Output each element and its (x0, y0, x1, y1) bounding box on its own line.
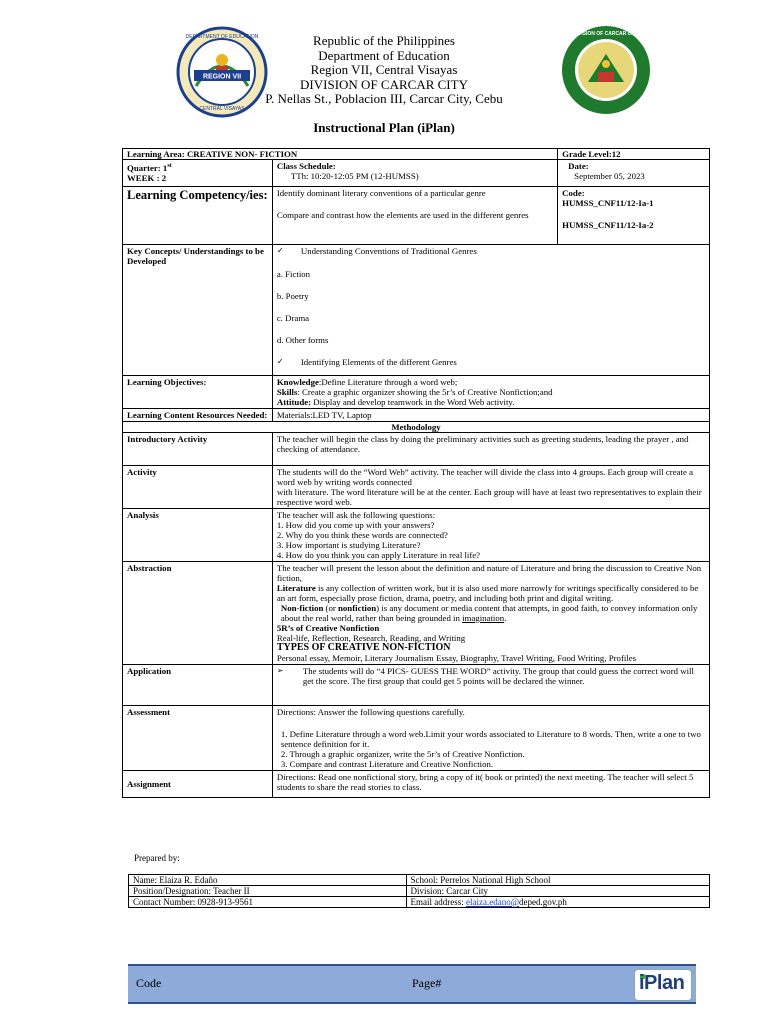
row-assessment (123, 706, 710, 771)
instructional-plan-table (122, 148, 710, 798)
header-region: Region VII, Central Visayas (310, 62, 458, 77)
iplan-logo (634, 969, 692, 1001)
knowledge-text: :Define Literature through a word web; (318, 377, 458, 387)
assessment-label: Assessment (123, 706, 273, 771)
row-introductory (123, 433, 710, 466)
analysis-q2: 2. Why do you think these words are connected? (276, 530, 448, 540)
row-abstraction (123, 562, 710, 665)
abstraction-label: Abstraction (123, 562, 273, 665)
row-activity (123, 466, 710, 509)
assessment-item-2: 2. Through a graphic organizer, write the 5r’s of Creative Nonfiction. (280, 749, 525, 759)
application-label: Application (123, 665, 273, 706)
activity-text-1: The students will do the “Word Web” activity. The teacher will divide the class into 4 groups. Each group will create a word web by writing words connected (276, 467, 693, 487)
literature-term: Literature (276, 583, 316, 593)
assignment-label: Assignment (123, 771, 273, 798)
iplan-logo-text: iPlan (639, 972, 685, 994)
activity-text-2: with literature. The word literature will be at the center. Each group will have at least two representatives to explain their respective word web. (276, 487, 702, 507)
resources-value: Materials:LED TV, Laptop (272, 409, 709, 422)
competency-label: Learning Competency/ies: (127, 188, 268, 202)
nonfiction-term: Non-fiction (280, 603, 324, 613)
kc-item-fiction: a. Fiction (276, 269, 311, 279)
week-label: WEEK : 2 (127, 172, 167, 183)
header-department: Department of Education (318, 47, 450, 63)
attitude-text: Display and develop teamwork in the Word Web activity. (311, 397, 515, 407)
division-name: Division: Carcar City (406, 886, 710, 897)
kc-item-drama: c. Drama (276, 313, 310, 323)
skills-text: : Create a graphic organizer showing the 5r’s of Creative Nonfiction;and (297, 387, 553, 397)
kc-check-item-1: ✓ Understanding Conventions of Traditional Genres (277, 246, 705, 256)
footer-page-label: Page# (412, 976, 442, 990)
row-objectives (123, 376, 710, 409)
quarter-suffix: st (167, 163, 172, 169)
analysis-q1: 1. How did you come up with your answers? (276, 520, 435, 530)
five-rs-heading: 5R’s of Creative Nonfiction (276, 623, 380, 633)
assessment-item-3: 3. Compare and contrast Literature and Creative Nonfiction. (280, 759, 494, 769)
header-republic: Republic of the Philippines (313, 33, 455, 48)
nonfiction-or: (or (323, 603, 339, 613)
assessment-item-1: 1. Define Literature through a word web.Limit your words associated to Literature to 8 words. Then, write a one to two sentence definition for it. (280, 729, 701, 749)
date-label: Date: (568, 161, 589, 171)
analysis-q4: 4. How do you think you can apply Literature in real life? (276, 550, 481, 560)
signatory-table (128, 874, 710, 908)
application-text: The students will do “4 PICS- GUESS THE WORD” activity. The group that could guess the correct word will get the score. The first group that could get 5 points will be declared the winner. (302, 666, 694, 686)
svg-text:DEPARTMENT OF EDUCATION: DEPARTMENT OF EDUCATION (185, 34, 259, 40)
kc-item-other: d. Other forms (276, 335, 329, 345)
arrow-bullet-icon: ➢ (276, 666, 284, 675)
document-header (0, 34, 768, 107)
learning-area-value: CREATIVE NON- FICTION (186, 149, 298, 159)
svg-text:REGION VII: REGION VII (202, 73, 242, 81)
analysis-q3: 3. How important is studying Literature? (276, 540, 421, 550)
row-assignment (123, 771, 710, 798)
attitude-label: Attitude: (276, 397, 312, 407)
prepared-by-label: Prepared by: (134, 853, 180, 863)
literature-definition: is any collection of written work, but it is also used more narrowly for writings specifically considered to be an art form, especially prose fiction, drama, poetry, and including both print and digital writing. (276, 583, 699, 603)
objectives-label: Learning Objectives: (123, 376, 273, 409)
quarter-label: Quarter: 1 (127, 162, 168, 173)
resources-label: Learning Content Resources Needed: (123, 409, 273, 422)
class-schedule-label: Class Schedule: (276, 161, 336, 171)
abstraction-intro: The teacher will present the lesson about the definition and nature of Literature and bring the discussion to Creative Non fiction, (276, 563, 702, 583)
key-concepts-label: Key Concepts/ Understandings to be Developed (123, 245, 273, 376)
introductory-text: The teacher will begin the class by doing the preliminary activities such as greeting students, leading the prayer , and checking of attendance. (272, 433, 709, 466)
grade-level-label: Grade Level: (562, 149, 612, 159)
analysis-intro: The teacher will ask the following questions: (276, 510, 436, 520)
date-value: September 05, 2023 (574, 171, 645, 181)
header-division: DIVISION OF CARCAR CITY (300, 76, 468, 92)
row-resources (123, 409, 710, 422)
svg-text:DIVISION OF CARCAR CITY: DIVISION OF CARCAR CITY (572, 31, 640, 37)
types-list: Personal essay, Memoir, Literary Journalism Essay, Biography, Travel Writing, Food Writing, Profiles (276, 653, 637, 663)
methodology-heading: Methodology (123, 422, 710, 433)
types-heading: TYPES OF CREATIVE NON-FICTION (276, 642, 451, 653)
knowledge-label: Knowledge (276, 377, 319, 387)
code-1: HUMSS_CNF11/12-Ia-1 (562, 198, 654, 208)
assignment-text: Directions: Read one nonfictional story, bring a copy of it( book or printed) the next meeting. The teacher will select 5 students to share the read stories to class. (272, 771, 709, 798)
row-analysis (123, 509, 710, 562)
row-key-concepts (123, 245, 710, 376)
row-quarter (123, 160, 710, 187)
position-designation: Position/Designation: Teacher II (129, 886, 407, 897)
nonfiction-end: . (504, 613, 507, 623)
school-name: School: Perrelos National High School (406, 875, 710, 886)
class-schedule-value: TTh: 10:20-12:05 PM (12-HUMSS) (290, 171, 419, 181)
introductory-label: Introductory Activity (123, 433, 273, 466)
code-label: Code: (562, 188, 585, 198)
activity-label: Activity (123, 466, 273, 509)
teacher-name: Name: Elaiza R. Edaño (129, 875, 407, 886)
learning-area-label: Learning Area: (127, 149, 185, 159)
row-learning-area (123, 149, 710, 160)
skills-label: Skills (276, 387, 298, 397)
email-link[interactable]: elaiza.edano@ (466, 897, 520, 907)
document-title: Instructional Plan (iPlan) (313, 120, 455, 135)
header-address: P. Nellas St., Poblacion III, Carcar City, Cebu (265, 91, 503, 106)
competency-1: Identify dominant literary conventions of a particular genre (276, 188, 486, 198)
analysis-label: Analysis (123, 509, 273, 562)
five-rs-list: Real-life, Reflection, Research, Reading, and Writing (276, 633, 466, 643)
row-competency (123, 187, 710, 245)
nonfiction-definition: ) is any document or media content that attempts, in good faith, to convey information only about the real world, rather than being grounded in (280, 603, 698, 623)
email-label: Email address: (410, 897, 466, 907)
row-methodology (123, 422, 710, 433)
svg-text:CENTRAL VISAYAS: CENTRAL VISAYAS (199, 106, 245, 112)
grade-level-value: 12 (611, 149, 621, 159)
contact-number: Contact Number: 0928-913-9561 (129, 897, 407, 908)
row-application (123, 665, 710, 706)
imagination-word: imagination (462, 613, 505, 623)
nonfiction-alt-term: nonfiction (338, 603, 377, 613)
footer-bar (128, 964, 696, 1004)
email-domain: deped.gov.ph (519, 897, 567, 907)
code-2: HUMSS_CNF11/12-Ia-2 (562, 220, 654, 230)
footer-code-label: Code (136, 976, 162, 990)
assessment-directions: Directions: Answer the following questions carefully. (276, 707, 465, 717)
competency-2: Compare and contrast how the elements are used in the different genres (276, 210, 529, 220)
kc-item-poetry: b. Poetry (276, 291, 309, 301)
kc-check-item-2: ✓ Identifying Elements of the different Genres (277, 357, 705, 367)
